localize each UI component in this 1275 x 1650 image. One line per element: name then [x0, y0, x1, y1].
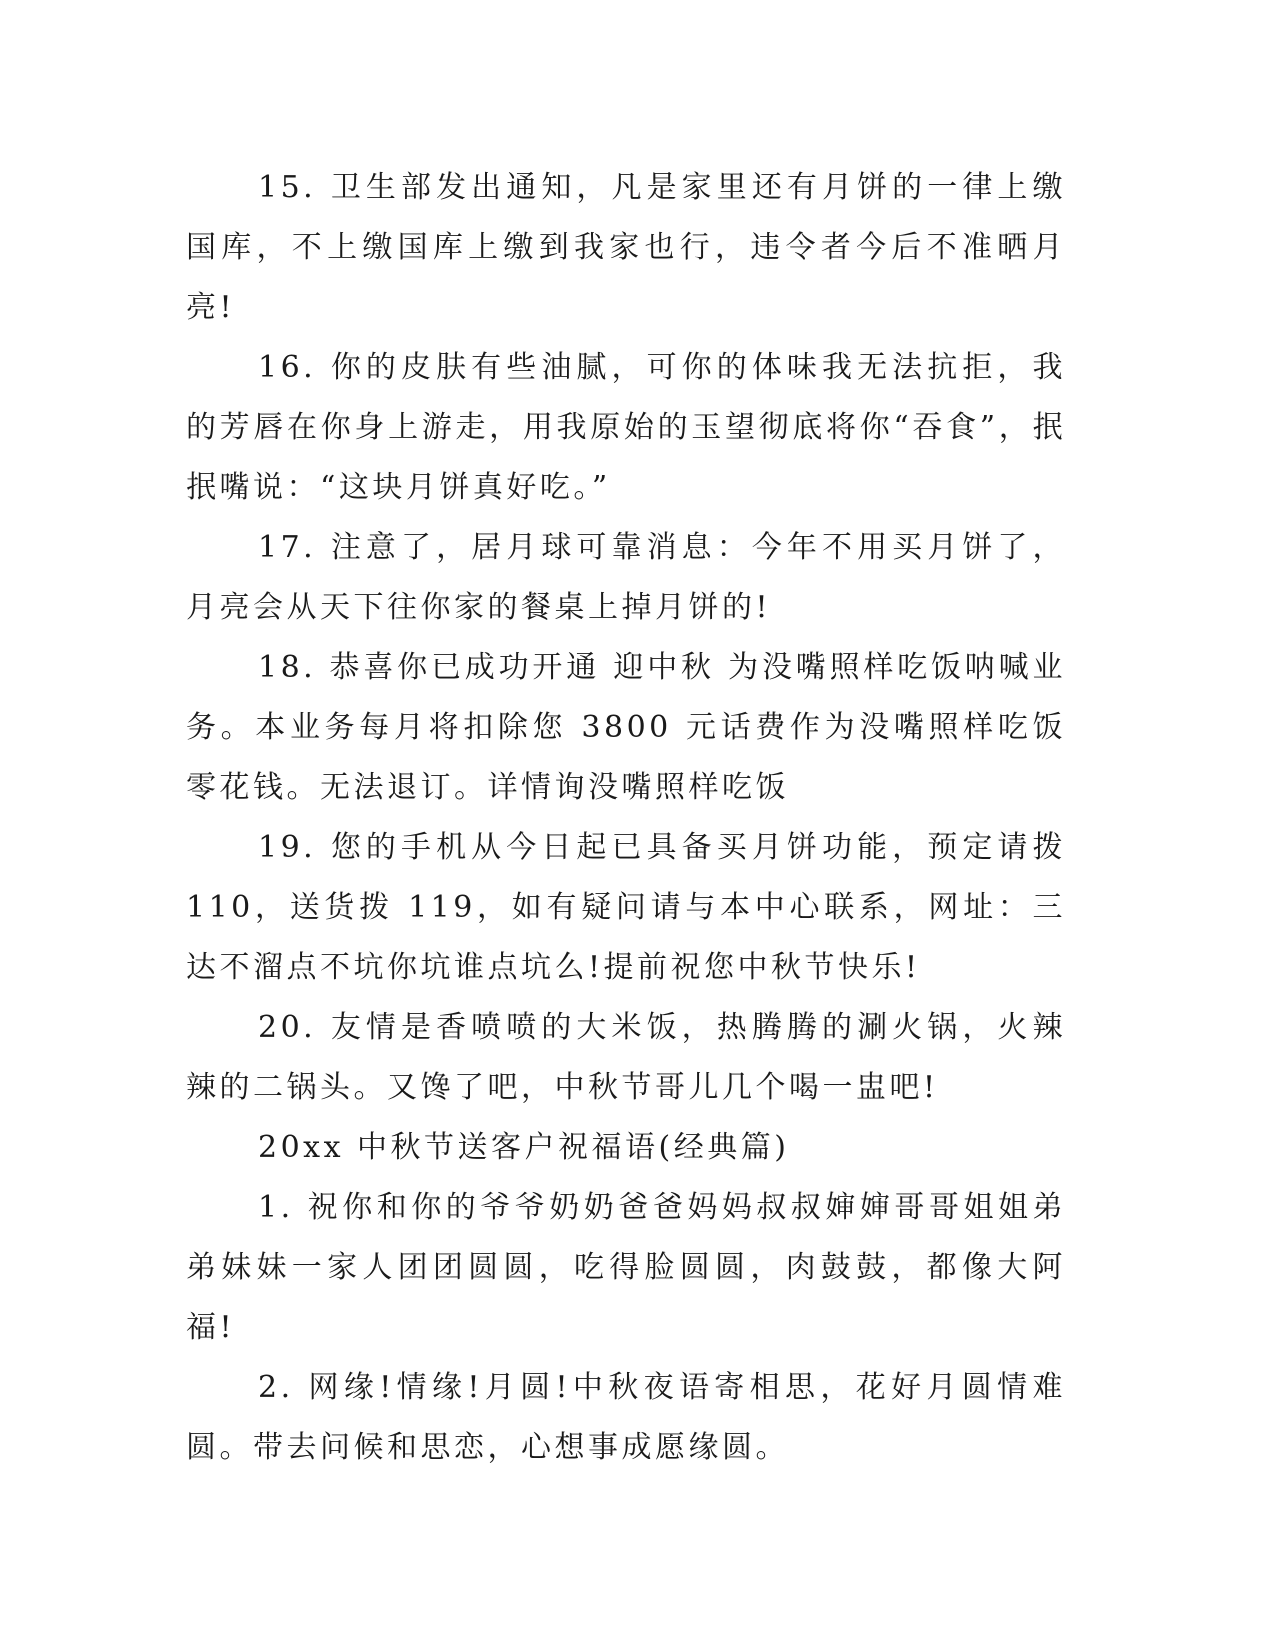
paragraph-16: 16. 你的皮肤有些油腻，可你的体味我无法抗拒，我的芳唇在你身上游走，用我原始的玉望彻底将你“吞食”，抿抿嘴说：“这块月饼真好吃。” — [186, 350, 1066, 505]
paragraph-2: 2. 网缘!情缘!月圆!中秋夜语寄相思，花好月圆情难圆。带去问候和思恋，心想事成愿缘圆。 — [186, 1370, 1066, 1465]
paragraph-18: 18. 恭喜你已成功开通 迎中秋 为没嘴照样吃饭呐喊业务。本业务每月将扣除您 3800 元话费作为没嘴照样吃饭零花钱。无法退订。详情询没嘴照样吃饭 — [186, 650, 1066, 805]
paragraph-1: 1. 祝你和你的爷爷奶奶爸爸妈妈叔叔婶婶哥哥姐姐弟弟妹妹一家人团团圆圆，吃得脸圆圆，肉鼓鼓，都像大阿福! — [186, 1190, 1066, 1345]
paragraph-20: 20. 友情是香喷喷的大米饭，热腾腾的涮火锅，火辣辣的二锅头。又馋了吧，中秋节哥儿几个喝一盅吧! — [186, 1010, 1066, 1105]
document-body — [186, 158, 1066, 1478]
paragraph-17: 17. 注意了，居月球可靠消息：今年不用买月饼了，月亮会从天下往你家的餐桌上掉月饼的! — [186, 530, 1066, 625]
paragraph-15: 15. 卫生部发出通知，凡是家里还有月饼的一律上缴国库，不上缴国库上缴到我家也行，违令者今后不准晒月亮! — [186, 170, 1066, 325]
section-heading: 20xx 中秋节送客户祝福语(经典篇) — [258, 1130, 790, 1165]
paragraph-19: 19. 您的手机从今日起已具备买月饼功能，预定请拨 110，送货拨 119，如有疑问请与本中心联系，网址：三达不溜点不坑你坑谁点坑么!提前祝您中秋节快乐! — [186, 830, 1066, 985]
